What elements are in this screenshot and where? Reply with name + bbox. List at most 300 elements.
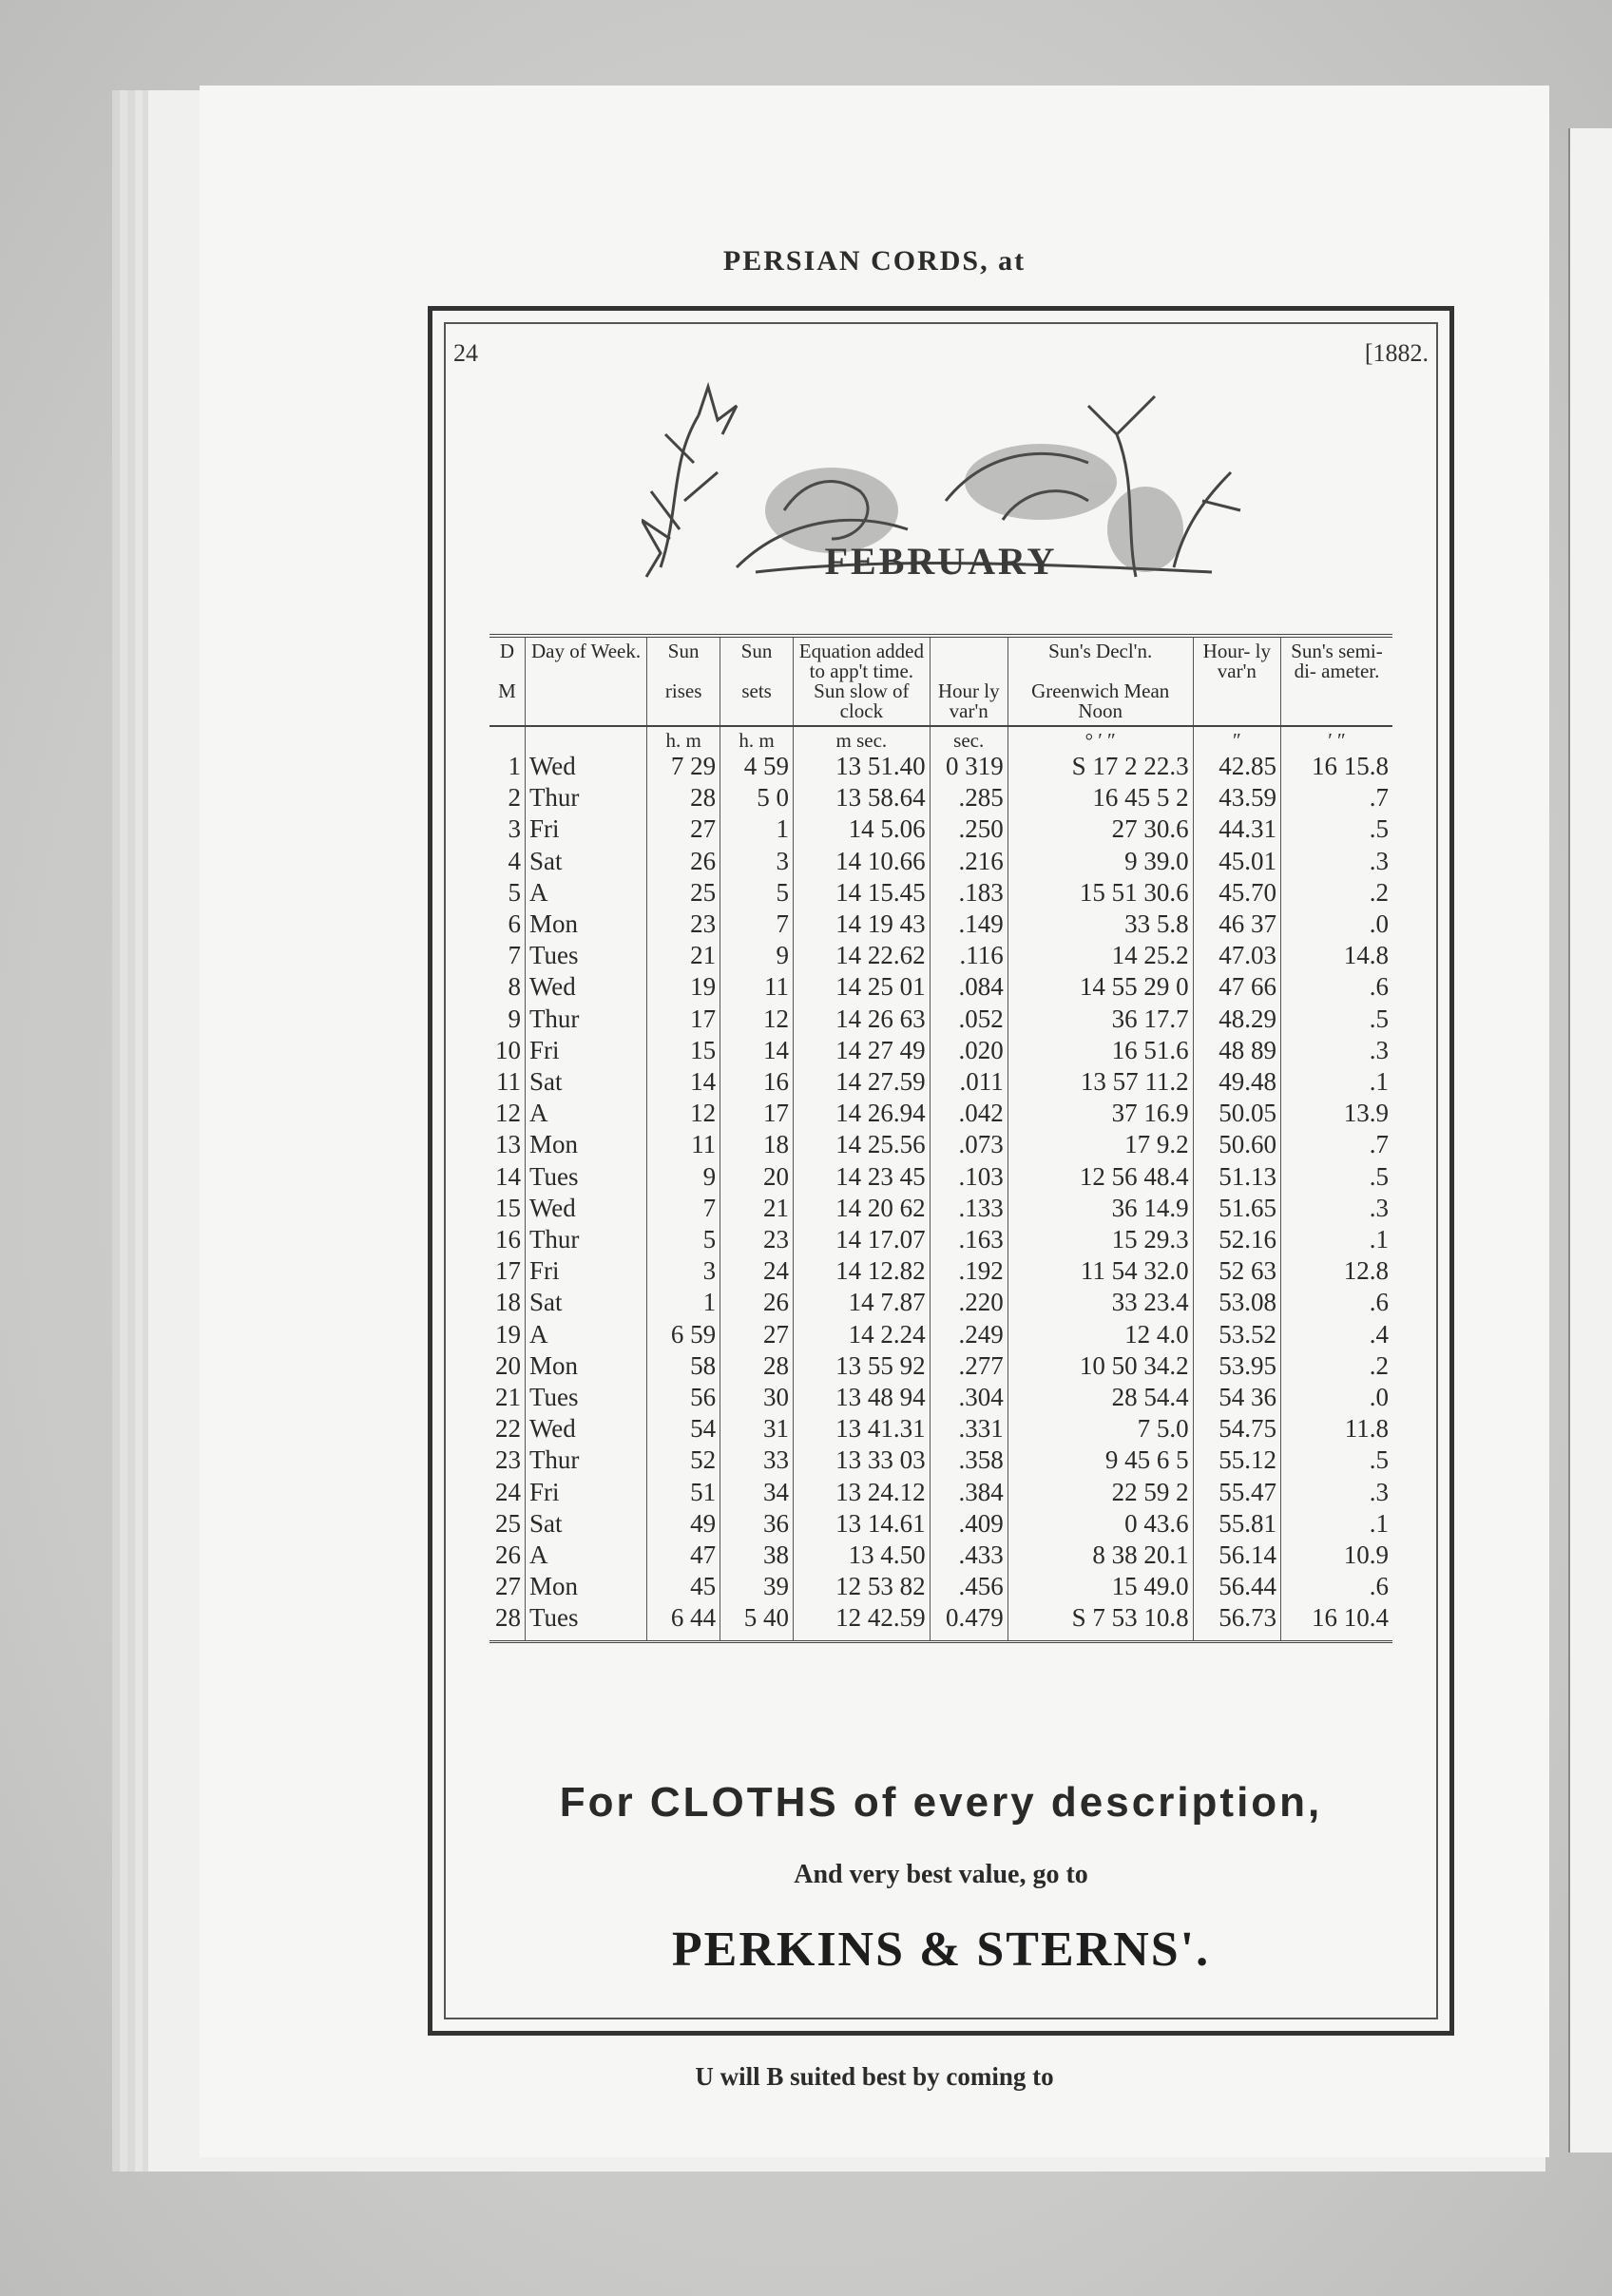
day-of-week-cell: A (525, 877, 646, 909)
sun-rises-cell: 11 (647, 1129, 720, 1160)
semi-diameter-cell: .0 (1280, 909, 1392, 940)
day-of-week-cell: Mon (525, 909, 646, 940)
eq-hourly-var-cell: .249 (930, 1319, 1008, 1350)
sun-slow-cell: 14 27.59 (794, 1066, 931, 1098)
semi-diameter-cell: .7 (1280, 782, 1392, 813)
sun-slow-cell: 14 26 63 (794, 1004, 931, 1035)
decl-hourly-var-cell: 45.01 (1193, 846, 1280, 877)
eq-hourly-var-cell: .052 (930, 1004, 1008, 1035)
sun-sets-cell: 28 (720, 1350, 794, 1382)
sun-rises-cell: 25 (647, 877, 720, 909)
semi-diameter-cell: .3 (1280, 1193, 1392, 1224)
eq-hourly-var-cell: .192 (930, 1255, 1008, 1287)
day-of-week-cell: Thur (525, 1224, 646, 1255)
sun-slow-cell: 13 55 92 (794, 1350, 931, 1382)
day-of-month-cell: 4 (508, 846, 521, 875)
sun-sets-cell: 23 (720, 1224, 794, 1255)
table-row (489, 1004, 1392, 1035)
header-day-of-week: Day of Week. (525, 636, 646, 726)
sun-rises-cell: 54 (647, 1413, 720, 1445)
table-row (489, 1350, 1392, 1382)
sun-rises-cell: 26 (647, 846, 720, 877)
header-sun-slow: Equation added to app't time. Sun slow of clock (794, 636, 931, 726)
page-frame (428, 306, 1454, 2036)
running-head: PERSIAN CORDS, at (722, 245, 1027, 277)
declination-cell: S 7 53 10.8 (1008, 1602, 1193, 1641)
eq-hourly-var-cell: .358 (930, 1445, 1008, 1476)
sun-slow-cell: 13 24.12 (794, 1477, 931, 1508)
declination-cell: 15 51 30.6 (1008, 877, 1193, 909)
sun-slow-cell: 13 33 03 (794, 1445, 931, 1476)
day-of-month-cell: 28 (494, 1603, 521, 1633)
header-semi-diameter: Sun's semi-di- ameter. (1280, 636, 1392, 726)
sun-sets-cell: 4 59 (720, 751, 794, 782)
decl-hourly-var-cell: 56.44 (1193, 1571, 1280, 1602)
declination-cell: 17 9.2 (1008, 1129, 1193, 1160)
day-of-week-cell: Fri (525, 813, 646, 845)
sun-rises-cell: 23 (647, 909, 720, 940)
decl-hourly-var-cell: 56.14 (1193, 1540, 1280, 1571)
table-row (489, 1066, 1392, 1098)
unit-hourly-var: ″ (1193, 726, 1280, 751)
day-of-month-cell: 24 (494, 1477, 521, 1506)
semi-diameter-cell: .5 (1280, 1445, 1392, 1476)
eq-hourly-var-cell: 0.479 (930, 1602, 1008, 1641)
decl-hourly-var-cell: 52 63 (1193, 1255, 1280, 1287)
sun-slow-cell: 14 19 43 (794, 909, 931, 940)
declination-cell: 22 59 2 (1008, 1477, 1193, 1508)
sun-rises-cell: 58 (647, 1350, 720, 1382)
day-of-week-cell: Fri (525, 1477, 646, 1508)
day-of-week-cell: A (525, 1319, 646, 1350)
sun-sets-cell: 33 (720, 1445, 794, 1476)
sun-slow-cell: 14 25.56 (794, 1129, 931, 1160)
semi-diameter-cell: 11.8 (1280, 1413, 1392, 1445)
semi-diameter-cell: .6 (1280, 1571, 1392, 1602)
decl-hourly-var-cell: 48.29 (1193, 1004, 1280, 1035)
eq-hourly-var-cell: .304 (930, 1382, 1008, 1413)
declination-cell: 16 51.6 (1008, 1035, 1193, 1066)
sun-slow-cell: 14 23 45 (794, 1161, 931, 1193)
day-of-month-cell: 3 (508, 814, 521, 844)
sun-sets-cell: 12 (720, 1004, 794, 1035)
sun-slow-cell: 13 4.50 (794, 1540, 931, 1571)
table-row (489, 1319, 1392, 1350)
day-of-week-cell: Wed (525, 1413, 646, 1445)
sun-rises-cell: 6 44 (647, 1602, 720, 1641)
sun-sets-cell: 30 (720, 1382, 794, 1413)
day-of-week-cell: Wed (525, 971, 646, 1003)
semi-diameter-cell: .3 (1280, 1477, 1392, 1508)
sun-rises-cell: 15 (647, 1035, 720, 1066)
decl-hourly-var-cell: 45.70 (1193, 877, 1280, 909)
day-of-week-cell: Tues (525, 1602, 646, 1641)
table-row (489, 1445, 1392, 1476)
declination-cell: 14 25.2 (1008, 940, 1193, 971)
eq-hourly-var-cell: .084 (930, 971, 1008, 1003)
sun-sets-cell: 24 (720, 1255, 794, 1287)
semi-diameter-cell: .1 (1280, 1224, 1392, 1255)
day-of-month-cell: 18 (494, 1288, 521, 1317)
unit-semi: ′ ″ (1280, 726, 1392, 751)
day-of-month-cell: 19 (494, 1319, 521, 1349)
ad-subline: And very best value, go to (794, 1860, 1088, 1889)
table-row (489, 1571, 1392, 1602)
declination-cell: 16 45 5 2 (1008, 782, 1193, 813)
sun-rises-cell: 6 59 (647, 1319, 720, 1350)
table-row (489, 940, 1392, 971)
decl-hourly-var-cell: 42.85 (1193, 751, 1280, 782)
eq-hourly-var-cell: .073 (930, 1129, 1008, 1160)
day-of-month-cell: 7 (508, 941, 521, 970)
declination-cell: 9 45 6 5 (1008, 1445, 1193, 1476)
decl-hourly-var-cell: 47 66 (1193, 971, 1280, 1003)
sun-rises-cell: 56 (647, 1382, 720, 1413)
day-of-week-cell: Fri (525, 1035, 646, 1066)
eq-hourly-var-cell: .103 (930, 1161, 1008, 1193)
table-row (489, 846, 1392, 877)
sun-slow-cell: 14 22.62 (794, 940, 931, 971)
table-row (489, 1224, 1392, 1255)
sun-sets-cell: 14 (720, 1035, 794, 1066)
header-dm: D M (489, 636, 525, 726)
almanac-table (489, 634, 1392, 1643)
eq-hourly-var-cell: .042 (930, 1098, 1008, 1129)
header-eq-hourly: Hour ly var'n (930, 636, 1008, 726)
day-of-week-cell: Fri (525, 1255, 646, 1287)
facing-page-edge (1568, 128, 1612, 2152)
sun-slow-cell: 14 7.87 (794, 1287, 931, 1318)
decl-hourly-var-cell: 55.12 (1193, 1445, 1280, 1476)
decl-hourly-var-cell: 44.31 (1193, 813, 1280, 845)
unit-rises: h. m (647, 726, 720, 751)
header-sun-rises: Sun rises (647, 636, 720, 726)
sun-sets-cell: 7 (720, 909, 794, 940)
header-hourly-var: Hour- ly var'n (1193, 636, 1280, 726)
unit-eq-hourly: sec. (930, 726, 1008, 751)
semi-diameter-cell: .2 (1280, 877, 1392, 909)
decl-hourly-var-cell: 53.08 (1193, 1287, 1280, 1318)
table-row (489, 1255, 1392, 1287)
sun-slow-cell: 12 42.59 (794, 1602, 931, 1641)
eq-hourly-var-cell: .011 (930, 1066, 1008, 1098)
table-row (489, 909, 1392, 940)
declination-cell: 36 14.9 (1008, 1193, 1193, 1224)
semi-diameter-cell: 12.8 (1280, 1255, 1392, 1287)
decl-hourly-var-cell: 43.59 (1193, 782, 1280, 813)
day-of-month-cell: 23 (494, 1445, 521, 1475)
sun-rises-cell: 7 29 (647, 751, 720, 782)
semi-diameter-cell: .4 (1280, 1319, 1392, 1350)
sun-sets-cell: 9 (720, 940, 794, 971)
day-of-month-cell: 13 (494, 1130, 521, 1159)
declination-cell: 12 56 48.4 (1008, 1161, 1193, 1193)
unit-sets: h. m (720, 726, 794, 751)
semi-diameter-cell: .6 (1280, 1287, 1392, 1318)
sun-rises-cell: 21 (647, 940, 720, 971)
semi-diameter-cell: .2 (1280, 1350, 1392, 1382)
sun-sets-cell: 5 40 (720, 1602, 794, 1641)
decl-hourly-var-cell: 53.95 (1193, 1350, 1280, 1382)
semi-diameter-cell: .3 (1280, 1035, 1392, 1066)
sun-slow-cell: 14 12.82 (794, 1255, 931, 1287)
decl-hourly-var-cell: 55.81 (1193, 1508, 1280, 1540)
sun-sets-cell: 39 (720, 1571, 794, 1602)
almanac-page (200, 86, 1549, 2157)
day-of-week-cell: Sat (525, 846, 646, 877)
semi-diameter-cell: .6 (1280, 971, 1392, 1003)
declination-cell: 7 5.0 (1008, 1413, 1193, 1445)
decl-hourly-var-cell: 54.75 (1193, 1413, 1280, 1445)
sun-sets-cell: 5 (720, 877, 794, 909)
sun-sets-cell: 34 (720, 1477, 794, 1508)
table-row (489, 1161, 1392, 1193)
decl-hourly-var-cell: 49.48 (1193, 1066, 1280, 1098)
sun-sets-cell: 3 (720, 846, 794, 877)
day-of-month-cell: 16 (494, 1225, 521, 1254)
day-of-month-cell: 21 (494, 1383, 521, 1412)
table-row (489, 877, 1392, 909)
day-of-week-cell: Thur (525, 1004, 646, 1035)
eq-hourly-var-cell: .433 (930, 1540, 1008, 1571)
semi-diameter-cell: 16 15.8 (1280, 751, 1392, 782)
page-number: 24 (453, 339, 478, 367)
sun-rises-cell: 49 (647, 1508, 720, 1540)
sun-rises-cell: 19 (647, 971, 720, 1003)
declination-cell: 9 39.0 (1008, 846, 1193, 877)
year-label: [1882. (1364, 339, 1429, 367)
sun-sets-cell: 31 (720, 1413, 794, 1445)
eq-hourly-var-cell: .384 (930, 1477, 1008, 1508)
unit-eq-sec: m sec. (794, 726, 931, 751)
decl-hourly-var-cell: 53.52 (1193, 1319, 1280, 1350)
day-of-week-cell: A (525, 1098, 646, 1129)
sun-sets-cell: 1 (720, 813, 794, 845)
day-of-week-cell: Mon (525, 1129, 646, 1160)
sun-rises-cell: 45 (647, 1571, 720, 1602)
day-of-week-cell: Tues (525, 1161, 646, 1193)
declination-cell: 13 57 11.2 (1008, 1066, 1193, 1098)
table-row (489, 1540, 1392, 1571)
eq-hourly-var-cell: .216 (930, 846, 1008, 877)
declination-cell: 28 54.4 (1008, 1382, 1193, 1413)
semi-diameter-cell: .5 (1280, 1161, 1392, 1193)
sun-sets-cell: 21 (720, 1193, 794, 1224)
eq-hourly-var-cell: .116 (930, 940, 1008, 971)
sun-sets-cell: 26 (720, 1287, 794, 1318)
semi-diameter-cell: 13.9 (1280, 1098, 1392, 1129)
sun-sets-cell: 11 (720, 971, 794, 1003)
eq-hourly-var-cell: .277 (930, 1350, 1008, 1382)
header-row (489, 636, 1392, 726)
day-of-week-cell: Mon (525, 1350, 646, 1382)
decl-hourly-var-cell: 54 36 (1193, 1382, 1280, 1413)
eq-hourly-var-cell: 0 319 (930, 751, 1008, 782)
eq-hourly-var-cell: .220 (930, 1287, 1008, 1318)
decl-hourly-var-cell: 50.60 (1193, 1129, 1280, 1160)
table-row (489, 1098, 1392, 1129)
day-of-month-cell: 22 (494, 1414, 521, 1444)
decl-hourly-var-cell: 47.03 (1193, 940, 1280, 971)
sun-rises-cell: 47 (647, 1540, 720, 1571)
day-of-month-cell: 17 (494, 1256, 521, 1286)
day-of-month-cell: 25 (494, 1508, 521, 1538)
sun-sets-cell: 38 (720, 1540, 794, 1571)
semi-diameter-cell: .3 (1280, 846, 1392, 877)
decl-hourly-var-cell: 51.13 (1193, 1161, 1280, 1193)
day-of-month-cell: 2 (508, 783, 521, 813)
day-of-month-cell: 12 (494, 1099, 521, 1128)
sun-slow-cell: 14 5.06 (794, 813, 931, 845)
sun-sets-cell: 18 (720, 1129, 794, 1160)
sun-slow-cell: 14 20 62 (794, 1193, 931, 1224)
sun-rises-cell: 3 (647, 1255, 720, 1287)
unit-dm (489, 726, 525, 751)
sun-slow-cell: 13 41.31 (794, 1413, 931, 1445)
declination-cell: 36 17.7 (1008, 1004, 1193, 1035)
declination-cell: 11 54 32.0 (1008, 1255, 1193, 1287)
sun-slow-cell: 13 58.64 (794, 782, 931, 813)
sun-slow-cell: 14 27 49 (794, 1035, 931, 1066)
ad-merchant-name: PERKINS & STERNS'. (671, 1923, 1211, 1977)
day-of-month-cell: 8 (508, 972, 521, 1002)
table-row (489, 1382, 1392, 1413)
sun-sets-cell: 16 (720, 1066, 794, 1098)
sun-slow-cell: 14 17.07 (794, 1224, 931, 1255)
semi-diameter-cell: .7 (1280, 1129, 1392, 1160)
decl-hourly-var-cell: 52.16 (1193, 1224, 1280, 1255)
table-row (489, 782, 1392, 813)
table-row (489, 1129, 1392, 1160)
semi-diameter-cell: .5 (1280, 1004, 1392, 1035)
day-of-month-cell: 9 (508, 1004, 521, 1033)
day-of-week-cell: Wed (525, 751, 646, 782)
declination-cell: 0 43.6 (1008, 1508, 1193, 1540)
day-of-week-cell: Thur (525, 782, 646, 813)
eq-hourly-var-cell: .133 (930, 1193, 1008, 1224)
eq-hourly-var-cell: .183 (930, 877, 1008, 909)
day-of-week-cell: Tues (525, 940, 646, 971)
day-of-month-cell: 5 (508, 877, 521, 907)
decl-hourly-var-cell: 46 37 (1193, 909, 1280, 940)
unit-dow (525, 726, 646, 751)
sun-sets-cell: 17 (720, 1098, 794, 1129)
declination-cell: 37 16.9 (1008, 1098, 1193, 1129)
day-of-month-cell: 15 (494, 1193, 521, 1222)
decl-hourly-var-cell: 55.47 (1193, 1477, 1280, 1508)
decl-hourly-var-cell: 56.73 (1193, 1602, 1280, 1641)
sun-slow-cell: 14 2.24 (794, 1319, 931, 1350)
sun-sets-cell: 20 (720, 1161, 794, 1193)
declination-cell: 10 50 34.2 (1008, 1350, 1193, 1382)
day-of-month-cell: 11 (495, 1067, 521, 1097)
day-of-week-cell: Wed (525, 1193, 646, 1224)
table-row (489, 1413, 1392, 1445)
day-of-month-cell: 20 (494, 1350, 521, 1380)
sun-rises-cell: 14 (647, 1066, 720, 1098)
sun-rises-cell: 7 (647, 1193, 720, 1224)
sun-rises-cell: 1 (647, 1287, 720, 1318)
page-footer: U will B suited best by coming to (695, 2062, 1054, 2091)
declination-cell: 15 29.3 (1008, 1224, 1193, 1255)
eq-hourly-var-cell: .409 (930, 1508, 1008, 1540)
table-row (489, 1193, 1392, 1224)
sun-slow-cell: 14 15.45 (794, 877, 931, 909)
semi-diameter-cell: .1 (1280, 1066, 1392, 1098)
declination-cell: 33 23.4 (1008, 1287, 1193, 1318)
sun-rises-cell: 12 (647, 1098, 720, 1129)
declination-cell: 27 30.6 (1008, 813, 1193, 845)
sun-rises-cell: 27 (647, 813, 720, 845)
day-of-week-cell: Mon (525, 1571, 646, 1602)
eq-hourly-var-cell: .331 (930, 1413, 1008, 1445)
eq-hourly-var-cell: .456 (930, 1571, 1008, 1602)
sun-slow-cell: 13 51.40 (794, 751, 931, 782)
day-of-week-cell: Sat (525, 1066, 646, 1098)
table-row (489, 751, 1392, 782)
sun-sets-cell: 5 0 (720, 782, 794, 813)
semi-diameter-cell: 14.8 (1280, 940, 1392, 971)
eq-hourly-var-cell: .285 (930, 782, 1008, 813)
day-of-month-cell: 14 (494, 1161, 521, 1191)
eq-hourly-var-cell: .163 (930, 1224, 1008, 1255)
sun-slow-cell: 12 53 82 (794, 1571, 931, 1602)
day-of-week-cell: A (525, 1540, 646, 1571)
day-of-month-cell: 1 (508, 752, 521, 780)
eq-hourly-var-cell: .020 (930, 1035, 1008, 1066)
sun-rises-cell: 52 (647, 1445, 720, 1476)
table-row (489, 813, 1392, 845)
semi-diameter-cell: .0 (1280, 1382, 1392, 1413)
semi-diameter-cell: 16 10.4 (1280, 1602, 1392, 1641)
sun-slow-cell: 13 48 94 (794, 1382, 931, 1413)
header-sun-sets: Sun sets (720, 636, 794, 726)
declination-cell: 33 5.8 (1008, 909, 1193, 940)
table-row (489, 1287, 1392, 1318)
declination-cell: 15 49.0 (1008, 1571, 1193, 1602)
eq-hourly-var-cell: .250 (930, 813, 1008, 845)
declination-cell: S 17 2 22.3 (1008, 751, 1193, 782)
table-row (489, 1035, 1392, 1066)
sun-slow-cell: 14 10.66 (794, 846, 931, 877)
header-declination: Sun's Decl'n. Greenwich Mean Noon (1008, 636, 1193, 726)
sun-slow-cell: 14 26.94 (794, 1098, 931, 1129)
ad-headline: For CLOTHS of every description, (559, 1779, 1323, 1826)
decl-hourly-var-cell: 50.05 (1193, 1098, 1280, 1129)
semi-diameter-cell: 10.9 (1280, 1540, 1392, 1571)
sun-rises-cell: 9 (647, 1161, 720, 1193)
day-of-week-cell: Sat (525, 1508, 646, 1540)
eq-hourly-var-cell: .149 (930, 909, 1008, 940)
sun-sets-cell: 36 (720, 1508, 794, 1540)
day-of-week-cell: Thur (525, 1445, 646, 1476)
decl-hourly-var-cell: 51.65 (1193, 1193, 1280, 1224)
table-row (489, 1602, 1392, 1641)
table-row (489, 1477, 1392, 1508)
decl-hourly-var-cell: 48 89 (1193, 1035, 1280, 1066)
day-of-week-cell: Tues (525, 1382, 646, 1413)
sun-sets-cell: 27 (720, 1319, 794, 1350)
declination-cell: 14 55 29 0 (1008, 971, 1193, 1003)
table-row (489, 971, 1392, 1003)
declination-cell: 8 38 20.1 (1008, 1540, 1193, 1571)
day-of-month-cell: 6 (508, 909, 521, 939)
semi-diameter-cell: .1 (1280, 1508, 1392, 1540)
unit-decl: ° ′ ″ (1008, 726, 1193, 751)
month-title: FEBRUARY (824, 540, 1058, 583)
units-row (489, 726, 1392, 751)
day-of-month-cell: 10 (494, 1035, 521, 1064)
